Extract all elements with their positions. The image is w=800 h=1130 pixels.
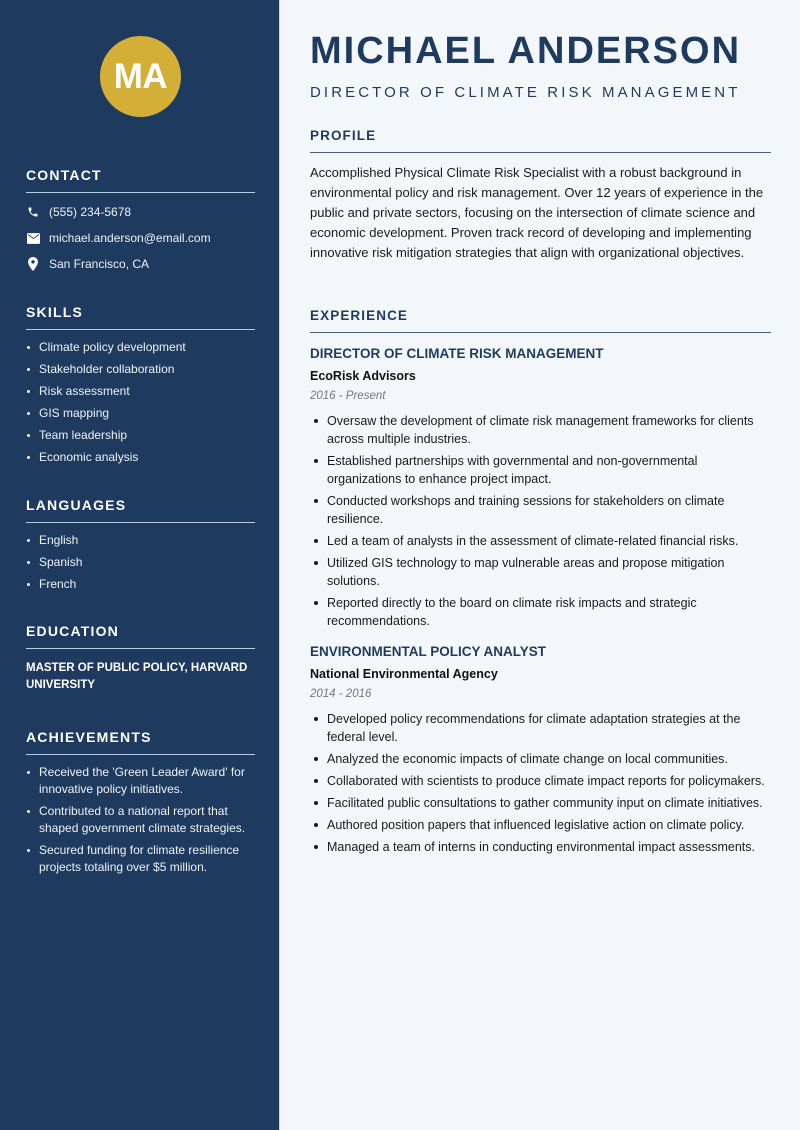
job-bullet: Conducted workshops and training sessions for stakeholders on climate resilience. (310, 492, 771, 528)
job-bullet: Led a team of analysts in the assessment of climate-related financial risks. (310, 532, 771, 550)
job-bullets (310, 412, 771, 630)
achievements-section (26, 729, 255, 881)
candidate-name: MICHAEL ANDERSON (310, 30, 742, 72)
contact-location (26, 251, 255, 277)
skills-heading: SKILLS (26, 304, 255, 330)
skill-item: Stakeholder collaboration (26, 361, 255, 378)
job-bullet: Authored position papers that influenced legislative action on climate policy. (310, 816, 771, 834)
location-pin-icon (26, 257, 40, 271)
language-item: Spanish (26, 554, 255, 571)
job-bullet: Utilized GIS technology to map vulnerable areas and propose mitigation solutions. (310, 554, 771, 590)
education-section (26, 623, 255, 694)
achievement-item: Contributed to a national report that shaped government climate strategies. (26, 803, 255, 837)
languages-list (26, 532, 255, 593)
skill-item: Economic analysis (26, 449, 255, 466)
language-item: English (26, 532, 255, 549)
avatar (100, 36, 181, 117)
avatar-initials: MA (113, 56, 168, 96)
job-bullet: Collaborated with scientists to produce climate impact reports for policymakers. (310, 772, 771, 790)
job-bullet: Oversaw the development of climate risk management frameworks for clients across multiple industries. (310, 412, 771, 448)
contact-email (26, 225, 255, 251)
achievement-item: Received the 'Green Leader Award' for innovative policy initiatives. (26, 764, 255, 798)
job-bullet: Facilitated public consultations to gather community input on climate initiatives. (310, 794, 771, 812)
job-bullet: Analyzed the economic impacts of climate change on local communities. (310, 750, 771, 768)
phone-text[interactable]: (555) 234-5678 (49, 205, 132, 219)
job-bullet: Managed a team of interns in conducting environmental impact assessments. (310, 838, 771, 856)
job-bullet: Developed policy recommendations for climate adaptation strategies at the federal level. (310, 710, 771, 746)
candidate-title: DIRECTOR OF CLIMATE RISK MANAGEMENT (310, 84, 741, 101)
job-title: ENVIRONMENTAL POLICY ANALYST (310, 644, 547, 659)
skill-item: GIS mapping (26, 405, 255, 422)
contact-section (26, 167, 255, 277)
phone-icon (26, 205, 40, 219)
languages-heading: LANGUAGES (26, 497, 255, 523)
job-dates: 2016 - Present (310, 390, 386, 402)
job-title: DIRECTOR OF CLIMATE RISK MANAGEMENT (310, 346, 604, 361)
experience-section (310, 308, 771, 860)
skill-item: Team leadership (26, 427, 255, 444)
location-text: San Francisco, CA (49, 257, 150, 271)
language-item: French (26, 576, 255, 593)
job-entry (310, 643, 771, 856)
contact-heading: CONTACT (26, 167, 255, 193)
email-link[interactable]: michael.anderson@email.com (49, 231, 211, 245)
profile-section (310, 128, 771, 263)
job-bullets (310, 710, 771, 856)
job-company: EcoRisk Advisors (310, 369, 416, 383)
achievements-list (26, 764, 255, 876)
job-dates: 2014 - 2016 (310, 688, 372, 700)
experience-heading: EXPERIENCE (310, 308, 771, 333)
skills-section (26, 304, 255, 471)
education-heading: EDUCATION (26, 623, 255, 649)
education-degree: MASTER OF PUBLIC POLICY, HARVARD UNIVERSITY (26, 662, 248, 691)
job-entry (310, 345, 771, 630)
achievements-heading: ACHIEVEMENTS (26, 729, 255, 755)
skills-list (26, 339, 255, 466)
profile-text: Accomplished Physical Climate Risk Specialist with a robust background in environmental policy and risk management. Over 12 years of experience in the public and private sectors, focusing on the intersection of climate science and economic development. Proven track record of developing and implementing innovative risk mitigation strategies that align with organizational objectives. (310, 165, 764, 260)
contact-phone (26, 199, 255, 225)
profile-heading: PROFILE (310, 128, 771, 153)
job-bullet: Reported directly to the board on climate risk impacts and strategic recommendations. (310, 594, 771, 630)
job-company: National Environmental Agency (310, 667, 498, 681)
skill-item: Climate policy development (26, 339, 255, 356)
email-icon (26, 231, 40, 245)
skill-item: Risk assessment (26, 383, 255, 400)
languages-section (26, 497, 255, 598)
sidebar (0, 0, 280, 1130)
job-bullet: Established partnerships with governmental and non-governmental organizations to enhance project impact. (310, 452, 771, 488)
achievement-item: Secured funding for climate resilience projects totaling over $5 million. (26, 842, 255, 876)
